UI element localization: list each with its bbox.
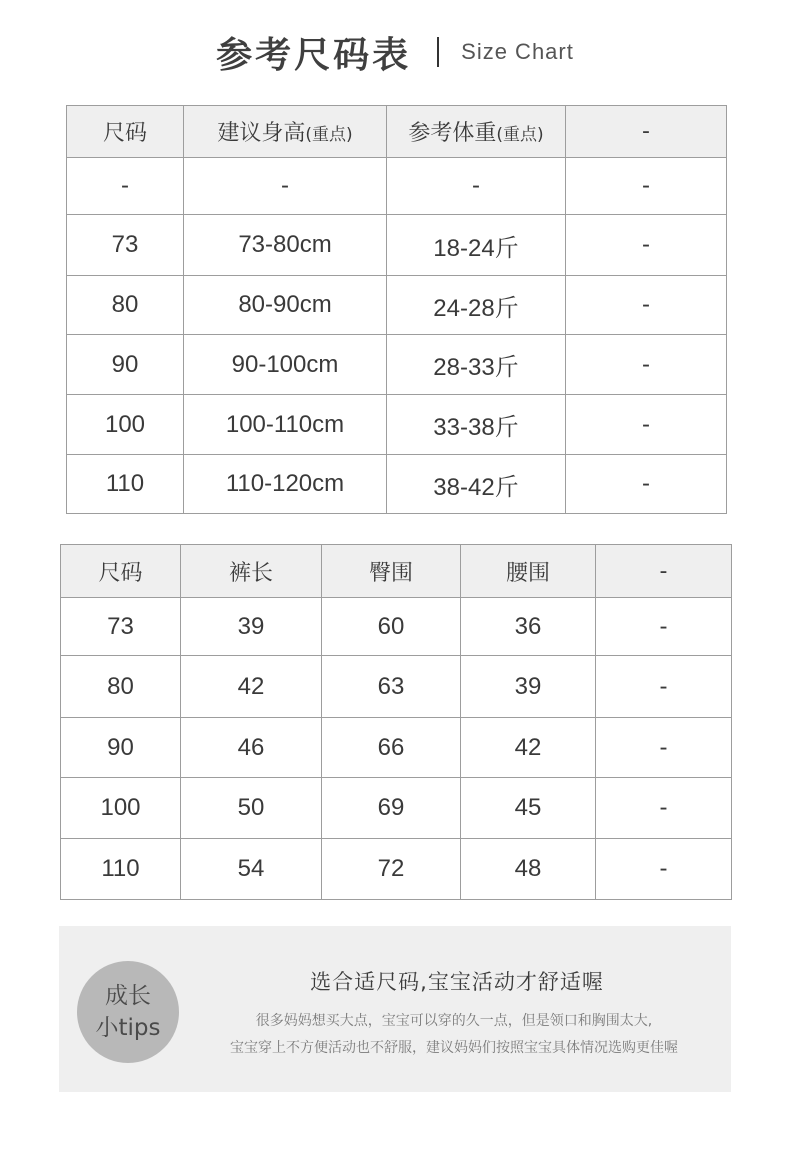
cell-waist: 36 bbox=[461, 598, 596, 656]
tips-text-line-1: 很多妈妈想买大点，宝宝可以穿的久一点，但是领口和胸围太大, bbox=[255, 1013, 653, 1029]
cell-pants-length: 39 bbox=[181, 598, 322, 656]
cell-pants-length: 54 bbox=[181, 839, 322, 900]
table-row bbox=[67, 455, 727, 514]
header-size: 尺码 bbox=[61, 545, 181, 598]
cell-size: 110 bbox=[61, 839, 181, 900]
table-row bbox=[67, 158, 727, 215]
cell-size: 80 bbox=[61, 656, 181, 718]
header-extra: - bbox=[566, 106, 727, 158]
growth-tips-badge bbox=[77, 961, 179, 1063]
header-weight: 参考体重(重点) bbox=[387, 106, 566, 158]
cell-extra: - bbox=[596, 656, 732, 718]
cell-extra: - bbox=[596, 778, 732, 839]
table-header-row bbox=[67, 106, 727, 158]
table-row bbox=[67, 276, 727, 335]
cell-height: 110-120cm bbox=[184, 455, 387, 514]
cell-height: 80-90cm bbox=[184, 276, 387, 335]
tips-panel bbox=[59, 926, 731, 1092]
cell-size: 73 bbox=[67, 215, 184, 276]
cell-extra: - bbox=[596, 839, 732, 900]
table-row bbox=[61, 778, 732, 839]
garment-measurements-table bbox=[60, 544, 732, 900]
cell-hip: 69 bbox=[322, 778, 461, 839]
header-height: 建议身高(重点) bbox=[184, 106, 387, 158]
cell-extra: - bbox=[566, 395, 727, 455]
cell-extra: - bbox=[596, 598, 732, 656]
cell-hip: 66 bbox=[322, 718, 461, 778]
page-header bbox=[0, 24, 790, 80]
title-divider bbox=[437, 37, 439, 67]
header-waist: 腰围 bbox=[461, 545, 596, 598]
cell-weight: - bbox=[387, 158, 566, 215]
cell-extra: - bbox=[596, 718, 732, 778]
cell-pants-length: 42 bbox=[181, 656, 322, 718]
table-row bbox=[67, 215, 727, 276]
page-title: 参考尺码表 bbox=[216, 34, 412, 76]
table-row bbox=[61, 839, 732, 900]
cell-extra: - bbox=[566, 335, 727, 395]
cell-height: 90-100cm bbox=[184, 335, 387, 395]
cell-size: 90 bbox=[67, 335, 184, 395]
badge-line-1: 成长 bbox=[105, 983, 151, 1009]
cell-weight: 18-24斤 bbox=[387, 215, 566, 276]
cell-waist: 42 bbox=[461, 718, 596, 778]
cell-weight: 33-38斤 bbox=[387, 395, 566, 455]
tips-headline: 选合适尺码,宝宝活动才舒适喔 bbox=[310, 970, 604, 994]
page-subtitle: Size Chart bbox=[461, 39, 574, 64]
cell-size: 80 bbox=[67, 276, 184, 335]
badge-line-2: 小tips bbox=[95, 1015, 161, 1041]
header-pants-length: 裤长 bbox=[181, 545, 322, 598]
cell-size: 110 bbox=[67, 455, 184, 514]
cell-extra: - bbox=[566, 276, 727, 335]
cell-height: 73-80cm bbox=[184, 215, 387, 276]
size-height-weight-table bbox=[66, 105, 727, 514]
table-row bbox=[67, 335, 727, 395]
table-row bbox=[61, 656, 732, 718]
header-size: 尺码 bbox=[67, 106, 184, 158]
cell-hip: 72 bbox=[322, 839, 461, 900]
cell-size: 73 bbox=[61, 598, 181, 656]
cell-size: - bbox=[67, 158, 184, 215]
table-row bbox=[61, 718, 732, 778]
cell-weight: 24-28斤 bbox=[387, 276, 566, 335]
header-extra: - bbox=[596, 545, 732, 598]
cell-waist: 48 bbox=[461, 839, 596, 900]
cell-size: 100 bbox=[61, 778, 181, 839]
cell-hip: 63 bbox=[322, 656, 461, 718]
cell-size: 100 bbox=[67, 395, 184, 455]
cell-weight: 28-33斤 bbox=[387, 335, 566, 395]
cell-waist: 45 bbox=[461, 778, 596, 839]
cell-hip: 60 bbox=[322, 598, 461, 656]
cell-height: - bbox=[184, 158, 387, 215]
table-row bbox=[67, 395, 727, 455]
cell-waist: 39 bbox=[461, 656, 596, 718]
header-hip: 臀围 bbox=[322, 545, 461, 598]
table-row bbox=[61, 598, 732, 656]
table-header-row bbox=[61, 545, 732, 598]
cell-extra: - bbox=[566, 215, 727, 276]
cell-extra: - bbox=[566, 455, 727, 514]
cell-size: 90 bbox=[61, 718, 181, 778]
cell-extra: - bbox=[566, 158, 727, 215]
tips-text-line-2: 宝宝穿上不方便活动也不舒服，建议妈妈们按照宝宝具体情况选购更佳喔 bbox=[230, 1040, 678, 1056]
cell-pants-length: 46 bbox=[181, 718, 322, 778]
cell-height: 100-110cm bbox=[184, 395, 387, 455]
cell-pants-length: 50 bbox=[181, 778, 322, 839]
cell-weight: 38-42斤 bbox=[387, 455, 566, 514]
